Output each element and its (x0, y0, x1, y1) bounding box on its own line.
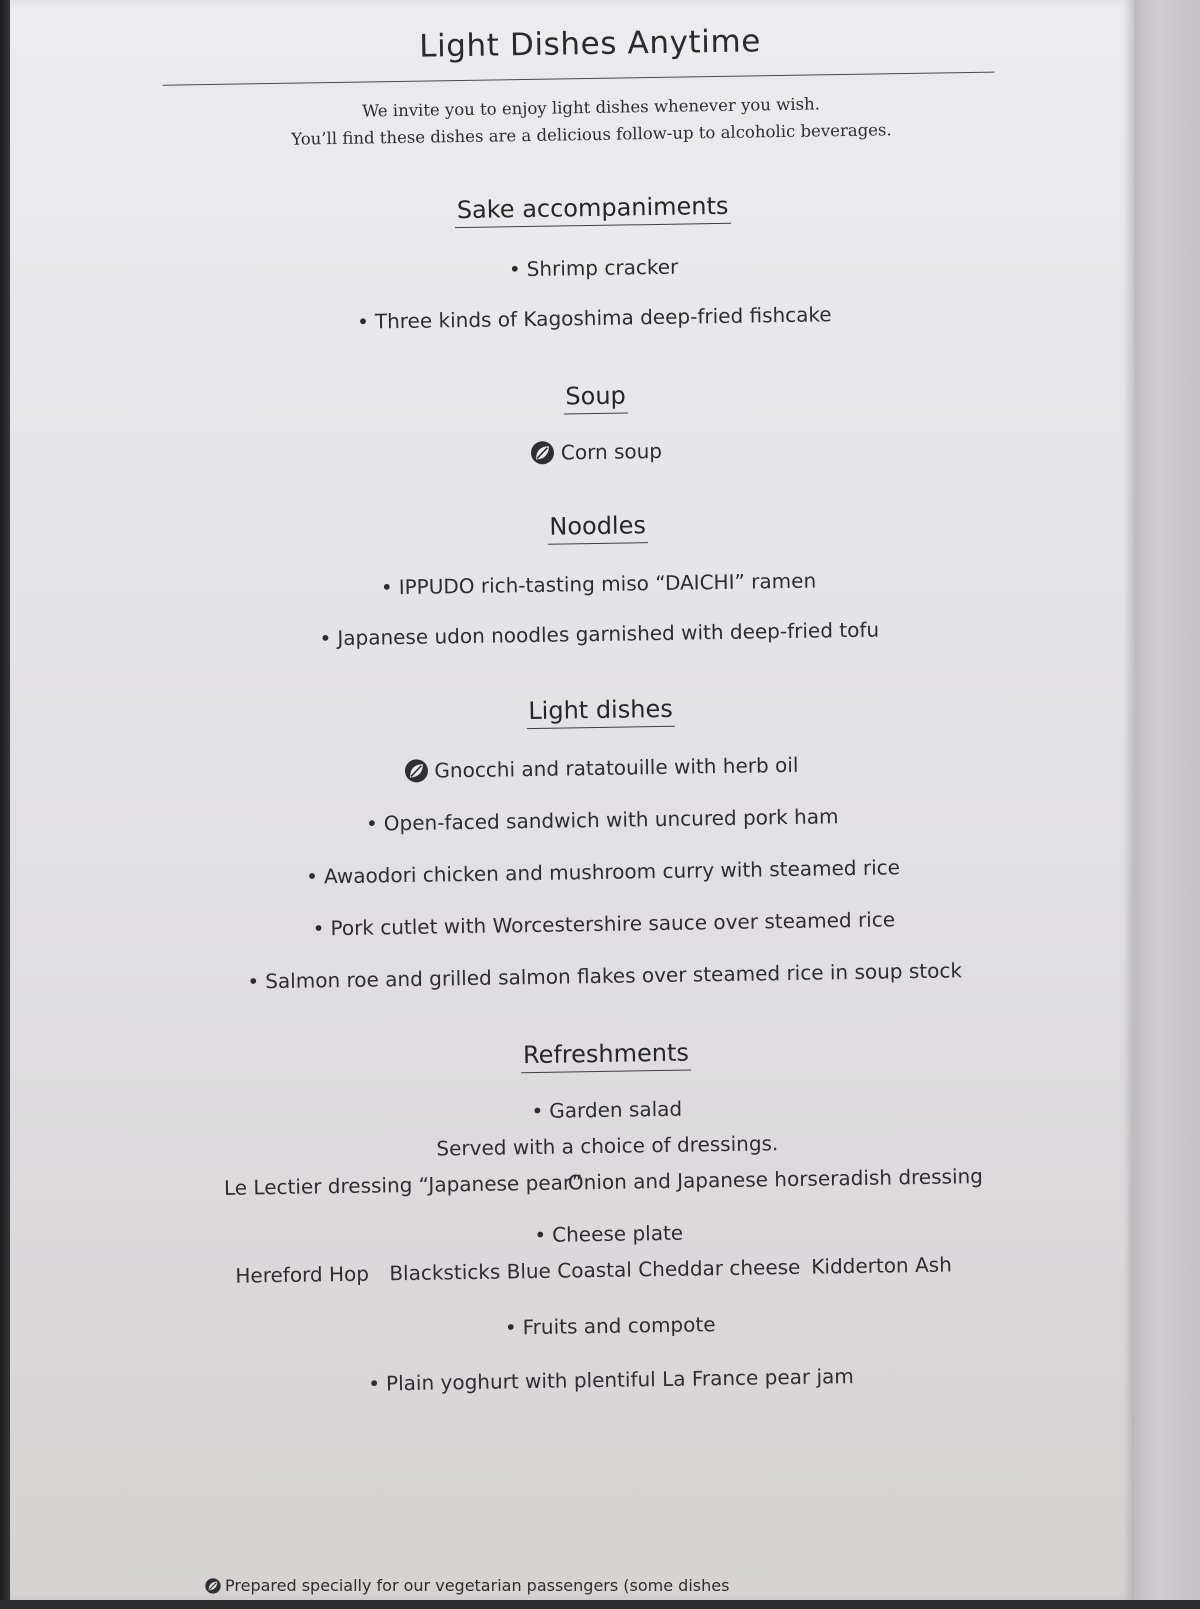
section-title-light-dishes: Light dishes (20, 687, 1180, 737)
cheese-option: Blacksticks Blue (389, 1258, 552, 1286)
menu-item: • Awaodori chicken and mushroom curry with steamed rice (305, 855, 901, 889)
menu-item: • IPPUDO rich-tasting miso “DAICHI” ramen (380, 568, 817, 600)
leaf-icon (205, 1578, 221, 1594)
menu-item: • Pork cutlet with Worcestershire sauce over steamed rice (312, 907, 896, 941)
menu-item: • Cheese plate (534, 1220, 684, 1248)
salad-note: Served with a choice of dressings. (436, 1131, 779, 1161)
section-title-refreshments: Refreshments (26, 1031, 1186, 1081)
menu-item: • Fruits and compote (504, 1312, 716, 1340)
menu-item: • Salmon roe and grilled salmon flakes over steamed rice in soup stock (247, 958, 963, 994)
dressing-option: Onion and Japanese horseradish dressing (567, 1163, 984, 1195)
leaf-icon (531, 441, 555, 465)
menu-item: • Japanese udon noodles garnished with deep-fried tofu (319, 617, 880, 651)
vegetarian-footnote: Prepared specially for our vegetarian passengers (some dishes (205, 1576, 729, 1595)
menu-item: • Three kinds of Kagoshima deep-fried fishcake (356, 302, 832, 334)
leaf-icon (404, 759, 428, 783)
menu-title: Light Dishes Anytime (418, 23, 762, 65)
intro-line-1: We invite you to enjoy light dishes whenever you wish. (362, 94, 821, 121)
menu-intro (11, 85, 1172, 157)
section-title-soup: Soup (15, 373, 1175, 423)
cheese-option: Hereford Hop (235, 1261, 370, 1288)
section-title-noodles: Noodles (17, 503, 1177, 553)
dressing-option: Le Lectier dressing “Japanese pear” (223, 1170, 583, 1200)
title-rule (163, 72, 995, 86)
menu-content (9, 0, 1158, 1609)
section-title-sake: Sake accompaniments (12, 185, 1172, 235)
intro-line-2: You’ll find these dishes are a delicious follow-up to alcoholic beverages. (291, 120, 892, 149)
menu-item: • Shrimp cracker (508, 254, 679, 282)
menu-item: • Garden salad (531, 1096, 683, 1124)
menu-item: • Open-faced sandwich with uncured pork ham (365, 804, 839, 836)
menu-item: • Plain yoghurt with plentiful La France pear jam (368, 1364, 855, 1396)
cheese-option: Coastal Cheddar cheese (557, 1254, 801, 1283)
cheese-option: Kidderton Ash (811, 1252, 952, 1279)
menu-item-vegetarian: Gnocchi and ratatouille with herb oil (21, 747, 1181, 789)
menu-item-vegetarian: Corn soup (16, 431, 1176, 473)
